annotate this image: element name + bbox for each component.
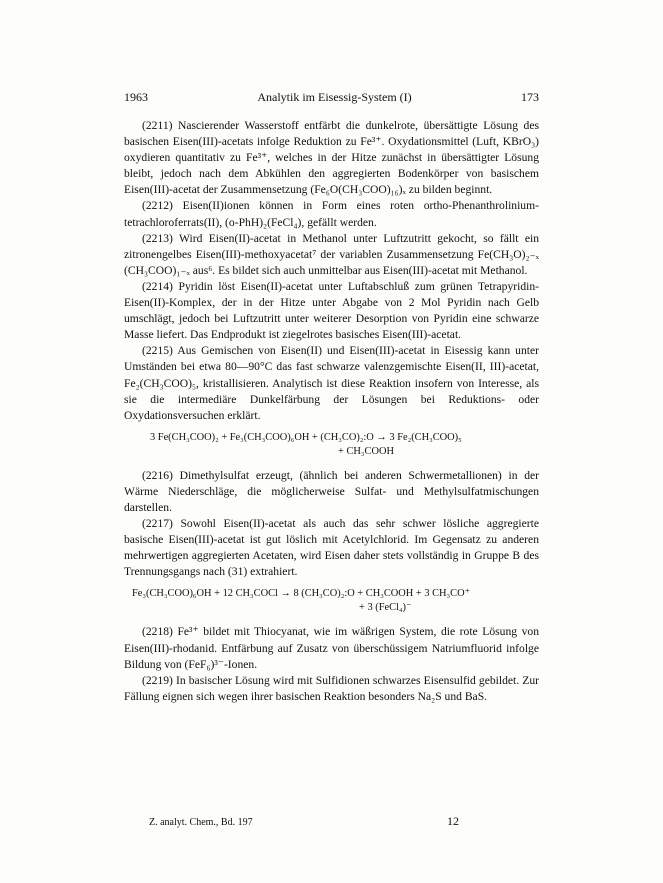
equation-2-line-2: + 3 (FeCl₄)⁻ [359,602,412,614]
equation-2 [124,587,539,615]
equation-1-line-1: 3 Fe(CH₃COO)₂ + Fe₃(CH₃COO)₆OH + (CH₃CO)₂:O → 3 Fe₂(CH₃COO)₅ [150,431,462,443]
paragraph-2211: (2211) Nascierender Wasserstoff entfärbt die dunkelrote, übersättigte Lösung des basischen Eisen(III)-acetats infolge Reduktion zu Fe³⁺. Oxydationsmittel (Luft, KBrO₃) oxydieren quantitativ zu Fe³⁺, welches in der Hitze zunächst in übersättigter Lösung bleibt, jedoch nach dem Abkühlen den aggregierten Bodenkörper von basischem Eisen(III)-acetat der Zusammensetzung (Fe₆O(CH₃COO)₁₆)ₓ zu bilden beginnt. [124,119,539,197]
header-year: 1963 [124,90,148,104]
paragraph-2217: (2217) Sowohl Eisen(II)-acetat als auch das sehr schwer lösliche aggregierte basische Eisen(III)-acetat ist gut löslich mit Acetylchlorid. Im Gegensatz zu anderen mehrwertigen aggregierten Acetaten, wird Eisen daher stets vollständig in Gruppe B des Trennungsgangs nach (31) extrahiert. [124,517,539,579]
paragraph-2218: (2218) Fe³⁺ bildet mit Thiocyanat, wie im wäßrigen System, die rote Lösung von Eisen(III)-rhodanid. Entfärbung auf Zusatz von überschüssigem Natriumfluorid infolge Bildung von (FeF₆)³⁻-Ionen. [124,625,539,671]
journal-citation: Z. analyt. Chem., Bd. 197 [149,817,253,828]
body-text [124,118,539,705]
footer-number: 12 [447,814,459,828]
equation-1-line-2: + CH₃COOH [338,445,394,457]
equation-2-line-1: Fe₃(CH₃COO)₆OH + 12 CH₃COCl → 8 (CH₃CO)₂:O + CH₃COOH + 3 CH₃CO⁺ [132,588,471,600]
paragraph-2219: (2219) In basischer Lösung wird mit Sulfidionen schwarzes Eisensulfid gebildet. Zur Fällung eignen sich wegen ihrer basischen Reaktion besonders Na₂S und BaS. [124,673,539,703]
page-footer [149,814,459,829]
running-title: Analytik im Eisessig-System (I) [257,90,412,104]
paragraph-2216: (2216) Dimethylsulfat erzeugt, (ähnlich bei anderen Schwermetallionen) in der Wärme Niederschläge, die möglicherweise Sulfat- und Methylsulfatmischungen darstellen. [124,468,539,514]
paragraph-2214: (2214) Pyridin löst Eisen(II)-acetat unter Luftabschluß zum grünen Tetrapyridin-Eisen(II)-Komplex, der in der Hitze unter Abgabe von 2 Mol Pyridin nach Gelb umschlägt, jedoch bei Luftzutritt unter weiterer Desorption von Pyridin eine schwarze Masse liefert. Das Endprodukt ist ziegelrotes basisches Eisen(III)-acetat. [124,279,539,342]
paragraph-2213: (2213) Wird Eisen(II)-acetat in Methanol unter Luftzutritt gekocht, so fällt ein zitronengelbes Eisen(III)-methoxyacetat⁷ der variablen Zusammensetzung Fe(CH₃O)₂₋ₓ (CH₃COO)₁₋ₓ aus⁶. Es bildet sich auch unmittelbar aus Eisen(III)-acetat mit Methanol. [124,231,539,277]
equation-1 [124,431,539,459]
page-header [124,90,539,104]
paragraph-2215: (2215) Aus Gemischen von Eisen(II) und Eisen(III)-acetat in Eisessig kann unter Umständen bei etwa 80—90°C das fast schwarze valenzgemischte Eisen(II, III)-acetat, Fe₂(CH₃COO)₅, kristallisieren. Analytisch ist diese Reaktion insofern von Interesse, als sie die intermediäre Dunkelfärbung der Lösungen bei Reduktions- oder Oxydationsversuchen erklärt. [124,344,539,422]
page-number: 173 [520,90,539,104]
paragraph-2212: (2212) Eisen(II)ionen können in Form eines roten ortho-Phenanthrolinium-tetrachloroferrats(II), (o-PhH)₂(FeCl₄), gefällt werden. [124,199,539,229]
